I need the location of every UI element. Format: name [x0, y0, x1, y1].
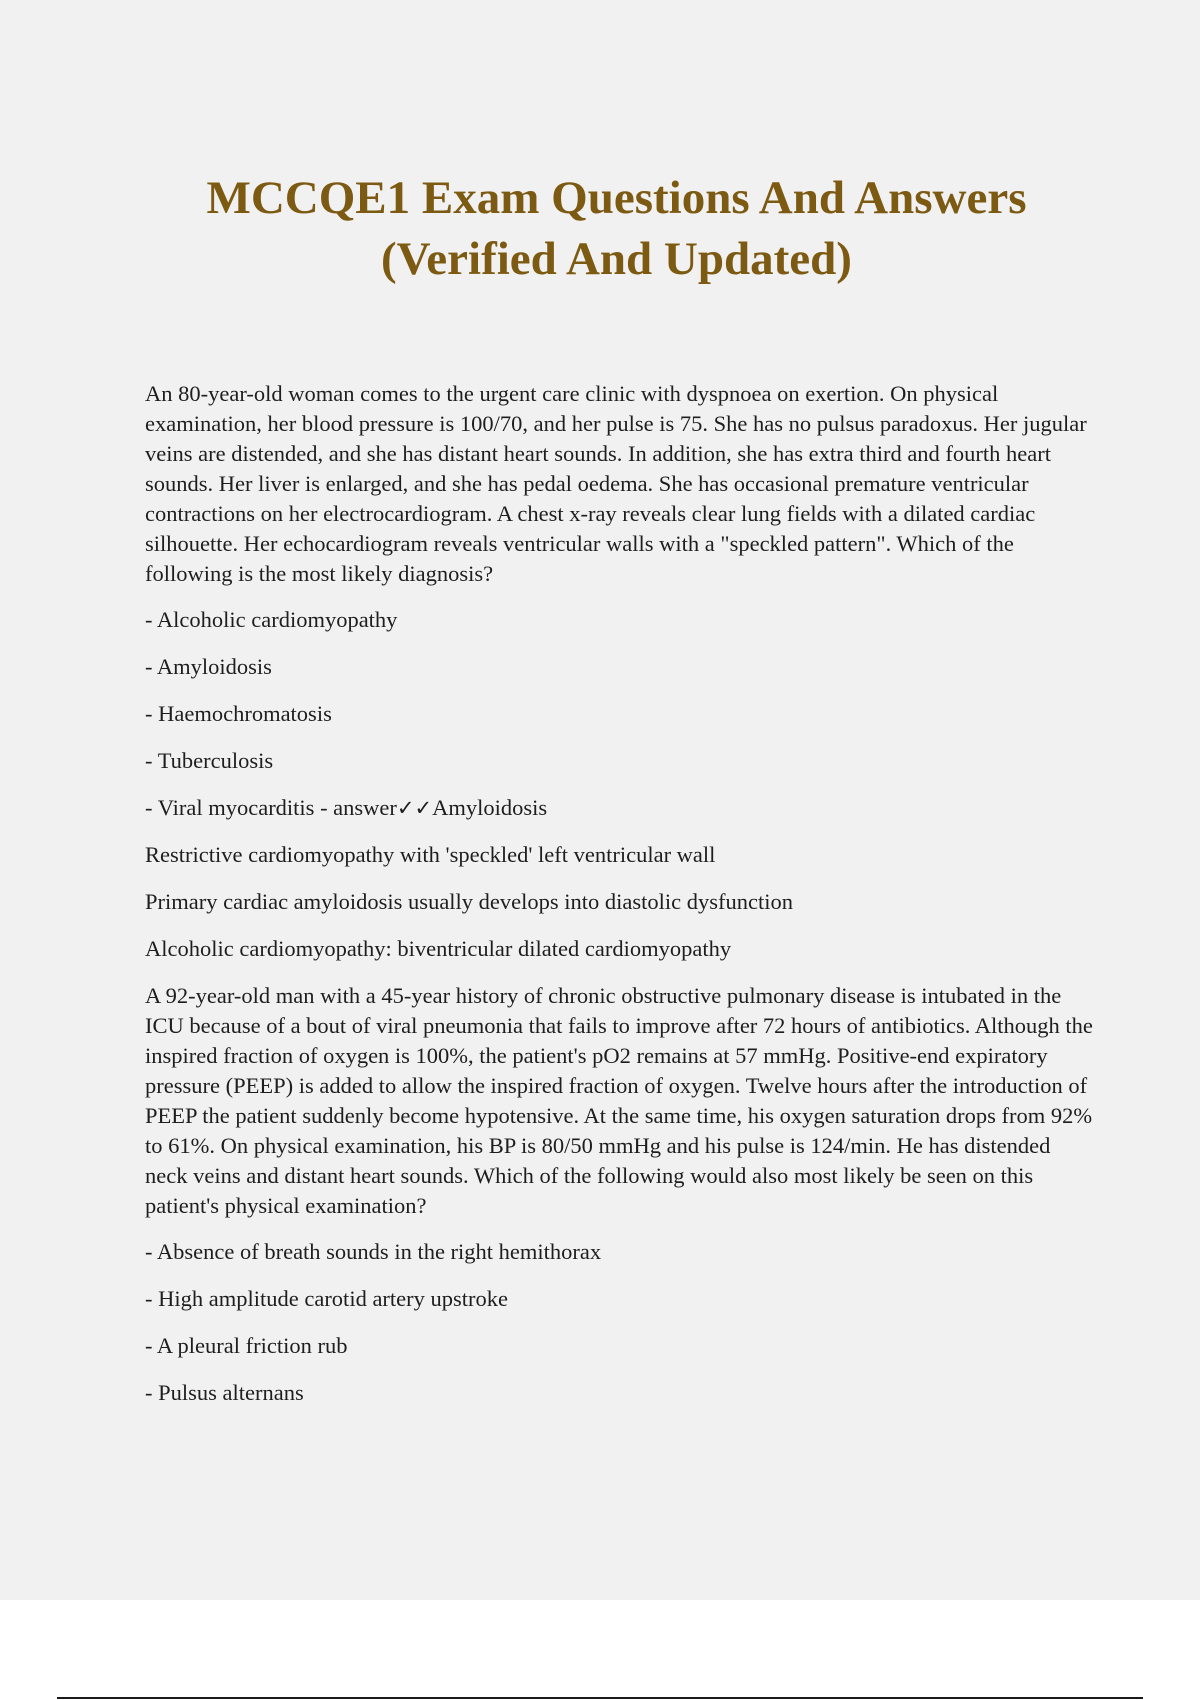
check-marks: ✓✓ [396, 796, 433, 820]
question-1-explanation: Primary cardiac amyloidosis usually develops into diastolic dysfunction [145, 889, 794, 914]
question-1-option: - Haemochromatosis [145, 701, 332, 726]
question-1-explanation: Alcoholic cardiomyopathy: biventricular dilated cardiomyopathy [145, 936, 732, 961]
document-title [150, 168, 1083, 290]
question-1-option: - Alcoholic cardiomyopathy [145, 607, 398, 632]
question-2-option: - Absence of breath sounds in the right hemithorax [145, 1239, 602, 1264]
title-line-1: MCCQE1 Exam Questions And Answers [206, 172, 1027, 224]
question-1-option: - Amyloidosis [145, 654, 272, 679]
question-1-explanation: Restrictive cardiomyopathy with 'speckled' left ventricular wall [145, 842, 716, 867]
question-1-option: - Tuberculosis [145, 748, 274, 773]
title-line-2: (Verified And Updated) [381, 233, 852, 285]
question-1-last-option: - Viral myocarditis - answer [145, 795, 397, 820]
question-2-option: - A pleural friction rub [145, 1333, 348, 1358]
question-1-answer: Amyloidosis [432, 795, 548, 820]
question-1-last-option-with-answer [145, 793, 1095, 823]
question-1-stem: An 80-year-old woman comes to the urgent care clinic with dyspnoea on exertion. On physical examination, her blood pressure is 100/70, and her pulse is 75. She has no pulsus paradoxus. Her jugular veins are distended, and she has distant heart sounds. In addition, she has extra third and fourth heart sounds. Her liver is enlarged, and she has pedal oedema. She has occasional premature ventricular contractions on her electrocardiogram. A chest x-ray reveals clear lung fields with a dilated cardiac silhouette. Her echocardiogram reveals ventricular walls with a "speckled pattern". Which of the following is the most likely diagnosis? [145, 381, 1087, 586]
question-2-stem: A 92-year-old man with a 45-year history of chronic obstructive pulmonary disease is intubated in the ICU because of a bout of viral pneumonia that fails to improve after 72 hours of antibiotics. Although the inspired fraction of oxygen is 100%, the patient's pO2 remains at 57 mmHg. Positive-end expiratory pressure (PEEP) is added to allow the inspired fraction of oxygen. Twelve hours after the introduction of PEEP the patient suddenly become hypotensive. At the same time, his oxygen saturation drops from 92% to 61%. On physical examination, his BP is 80/50 mmHg and his pulse is 124/min. He has distended neck veins and distant heart sounds. Which of the following would also most likely be seen on this patient's physical examination? [145, 983, 1093, 1218]
document-body [145, 379, 1095, 1425]
question-2-option: - High amplitude carotid artery upstroke [145, 1286, 509, 1311]
question-2-option: - Pulsus alternans [145, 1380, 304, 1405]
footer-divider [57, 1697, 1143, 1699]
